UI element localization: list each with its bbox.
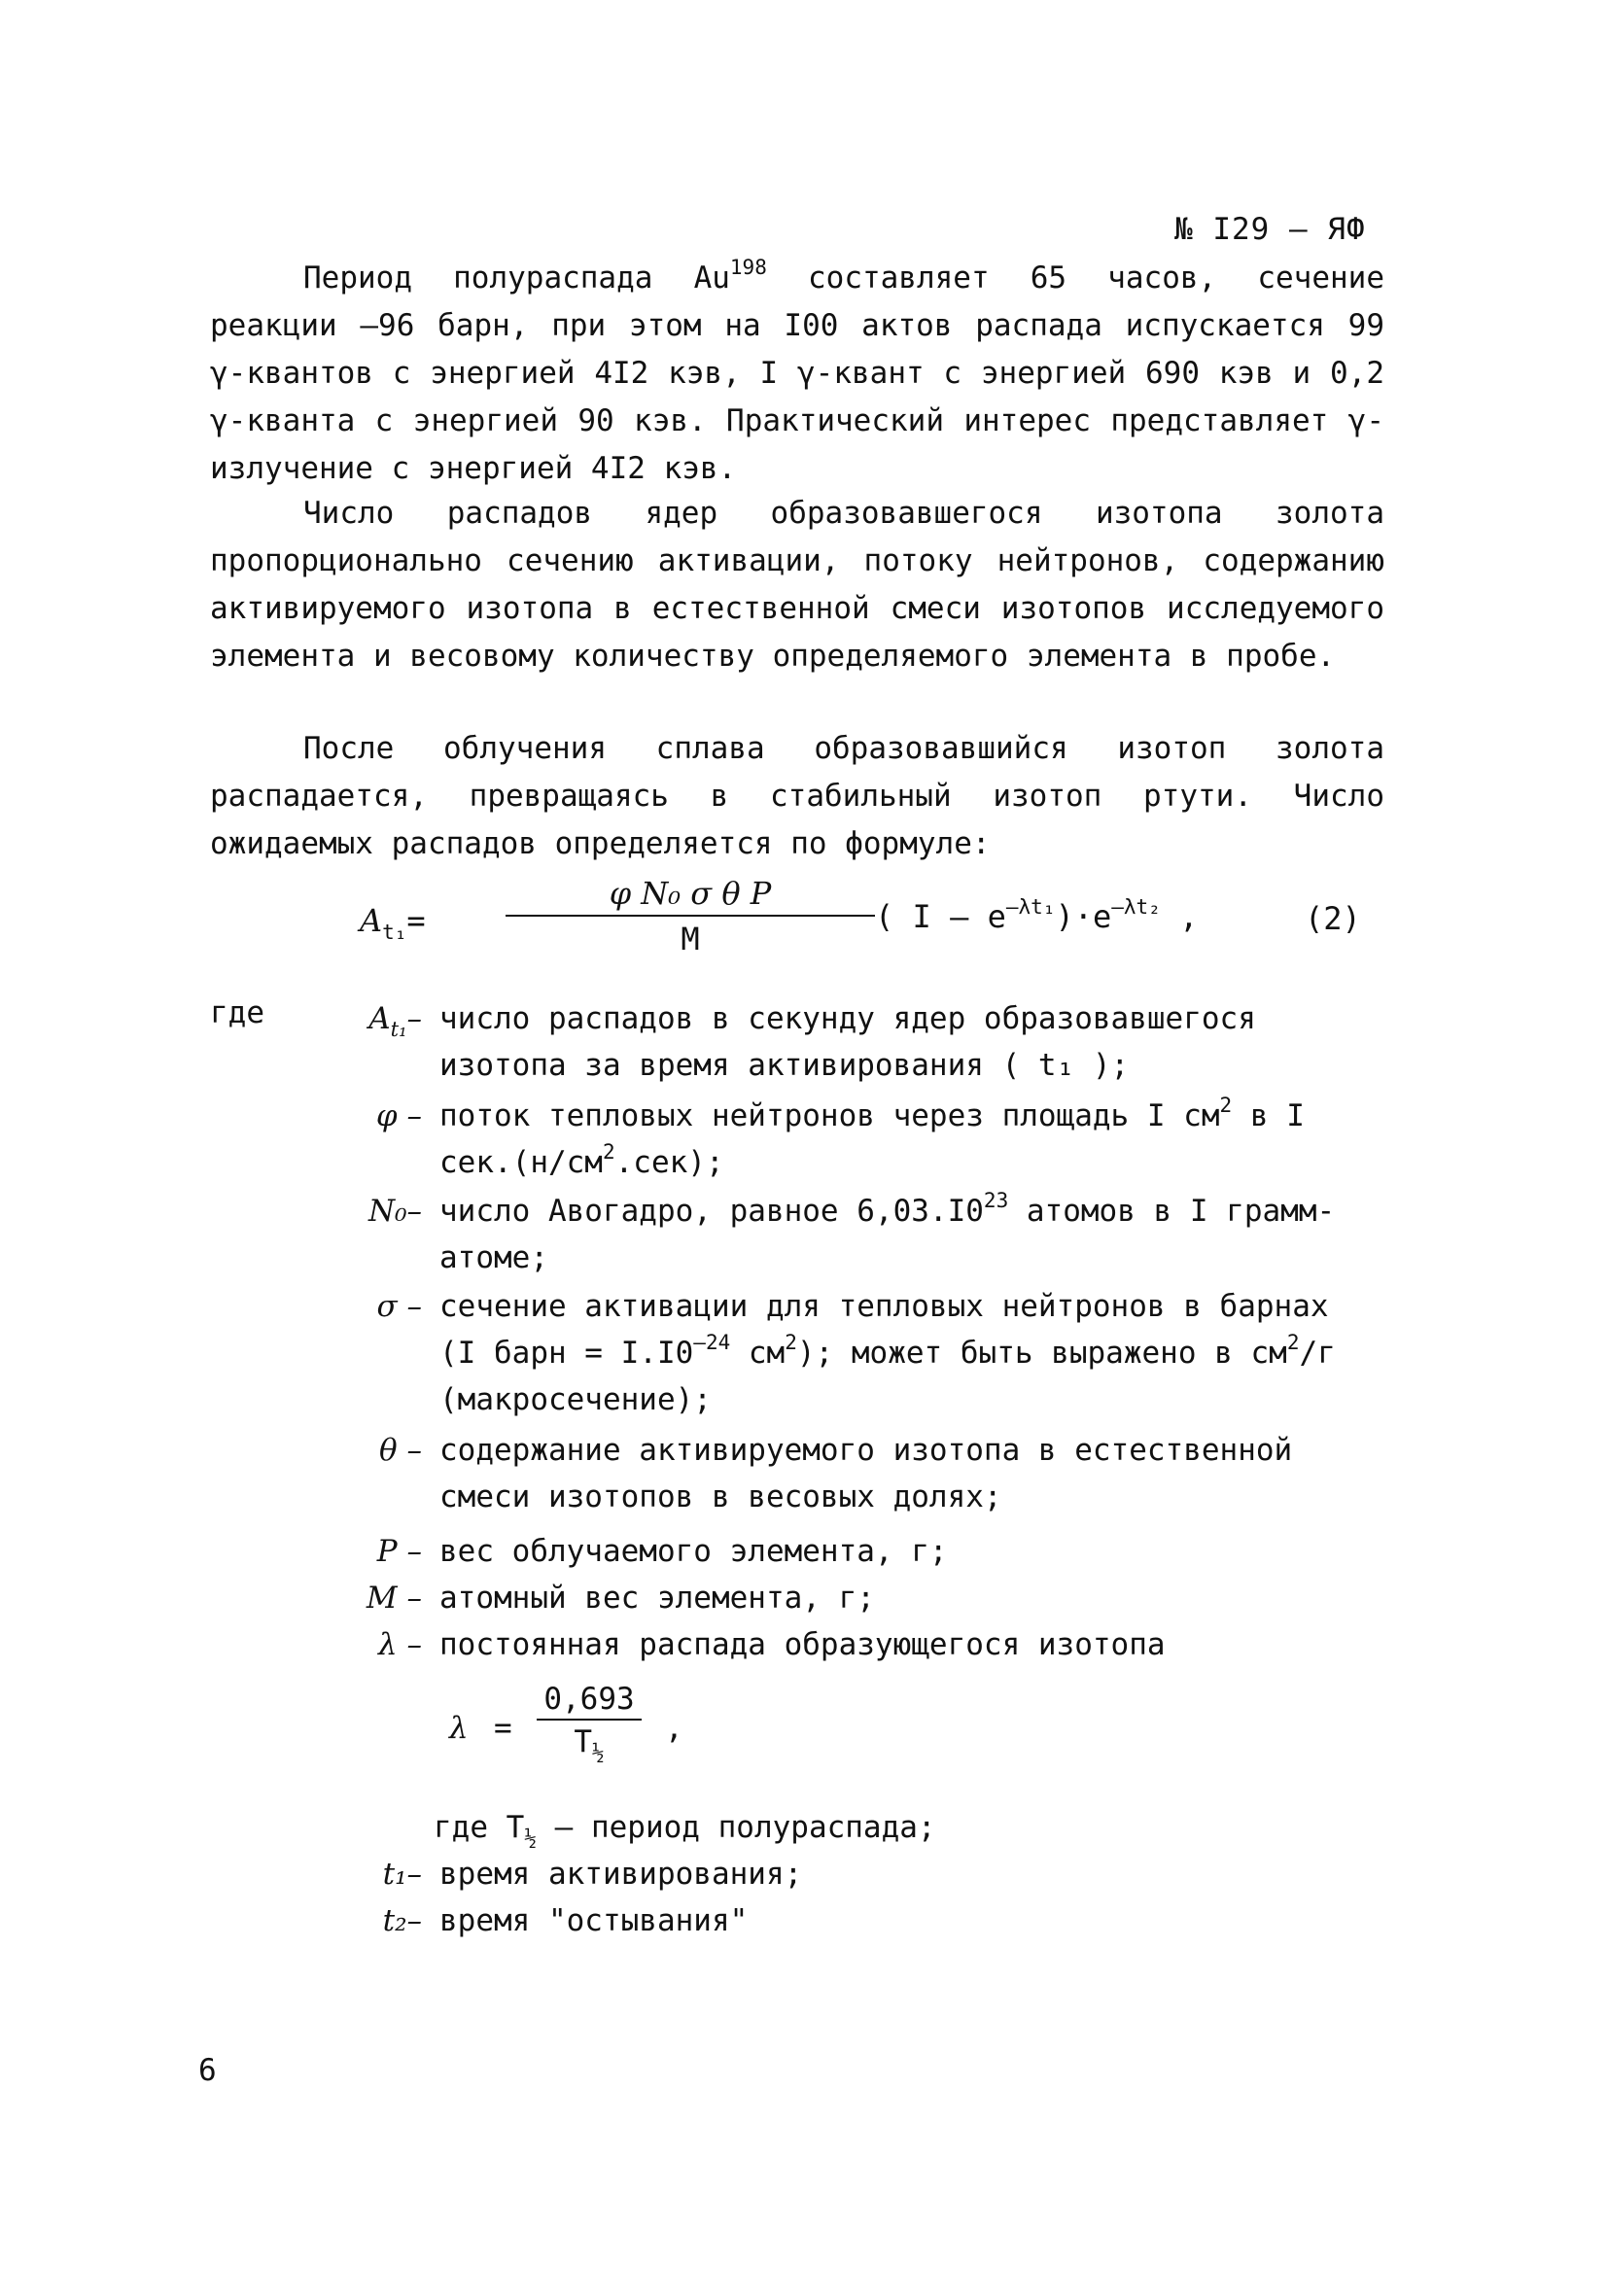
definition-symbol — [307, 1283, 422, 1330]
formula-lhs-subscript: t₁ — [382, 921, 407, 944]
definition-symbol — [307, 1427, 422, 1474]
paragraph-text — [210, 255, 1384, 493]
definition-dash: – — [406, 1581, 422, 1616]
superscript: 2 — [602, 1140, 615, 1164]
definition-text: вес облучаемого элемента, г; — [439, 1534, 948, 1569]
definition-symbol — [307, 1528, 422, 1575]
definition-dash: – — [406, 1627, 422, 1662]
formula-lhs — [360, 902, 426, 944]
formula-rhs-open: ( I – e — [875, 898, 1006, 935]
definition-text: число распадов в секунду ядер образовавшегося изотопа за время активирования ( t₁ ); — [439, 1001, 1256, 1083]
definition-dash: – — [406, 1289, 422, 1324]
definition-text: содержание активируемого изотопа в естественной смеси изотопов в весовых долях; — [439, 1433, 1293, 1514]
superscript: 2 — [1286, 1331, 1300, 1354]
definition-dash: – — [406, 1433, 422, 1468]
definition-dash: – — [406, 1857, 422, 1892]
paragraph-irradiation — [210, 725, 1384, 868]
definition-symbol — [307, 1851, 422, 1897]
definition-symbol — [307, 1093, 422, 1139]
paragraph-text: Число распадов ядер образовавшегося изотопа золота пропорционально сечению активации, потоку нейтронов, содержанию активируемого изотопа в естественной смеси изотопов исследуемого элемента и весовому количеству определяемого элемента в пробе. — [210, 496, 1384, 674]
lambda-numerator: 0,693 — [537, 1682, 642, 1721]
half-life-text: – период полураспада; — [536, 1810, 936, 1845]
lambda-denominator — [537, 1721, 642, 1764]
half-life-prefix: где T — [434, 1810, 525, 1845]
formula-lhs-symbol: A — [360, 902, 383, 939]
definition-text-part: см — [730, 1336, 786, 1371]
half-life-subscript: ½ — [524, 1826, 537, 1850]
lambda-comma: , — [665, 1711, 683, 1746]
lambda-equals: = — [494, 1711, 512, 1746]
definition-text-part: атомов в I грамм-атоме; — [439, 1194, 1336, 1275]
document-number: № I29 – ЯФ — [1174, 212, 1366, 247]
isotope-mass-number: 198 — [729, 256, 767, 279]
definition-text — [439, 1283, 1353, 1423]
decay-constant-formula — [449, 1682, 741, 1779]
definition-text-part: ); может быть выражено в см — [796, 1336, 1287, 1371]
decay-formula — [360, 875, 1390, 972]
symbol-main: t₁ — [382, 1857, 407, 1892]
formula-rhs-end: , — [1179, 898, 1199, 935]
definition-dash: – — [406, 1001, 422, 1036]
definition-symbol — [307, 1897, 422, 1944]
lambda-fraction — [537, 1682, 642, 1764]
paragraph-half-life — [210, 255, 1384, 493]
paragraph-text-part: Период полураспада Au — [303, 261, 730, 296]
symbol-main: φ — [375, 1098, 398, 1133]
symbol-main: A — [368, 1001, 391, 1036]
definition-text-part: число Авогадро, равное 6,03.I0 — [439, 1194, 984, 1229]
definition-symbol — [307, 1188, 422, 1235]
where-label: где — [210, 995, 264, 1030]
symbol-main: N₀ — [367, 1194, 407, 1229]
formula-rhs — [875, 895, 1199, 935]
definition-text — [439, 1093, 1353, 1186]
definition-dash: – — [406, 1534, 422, 1569]
superscript: –24 — [693, 1331, 731, 1354]
formula-rhs-mid: )·e — [1055, 898, 1112, 935]
page-number: 6 — [198, 2053, 217, 2088]
symbol-main: σ — [376, 1289, 398, 1324]
formula-numerator: φ N₀ σ θ P — [506, 875, 875, 917]
formula-fraction — [506, 875, 875, 957]
definition-text: атомный вес элемента, г; — [439, 1581, 875, 1616]
definition-text-part: в I сек.(н/см — [439, 1098, 1305, 1180]
definition-text-part: .сек); — [614, 1145, 724, 1180]
definition-symbol — [307, 995, 422, 1042]
definition-symbol — [307, 1621, 422, 1668]
formula-denominator: M — [681, 921, 700, 957]
formula-exponent-1: –λt₁ — [1005, 895, 1056, 919]
symbol-main: λ — [377, 1627, 398, 1662]
formula-exponent-2: –λt₂ — [1111, 895, 1161, 919]
half-life-definition — [434, 1810, 936, 1850]
equation-number: (2) — [1305, 900, 1361, 937]
definition-text: постоянная распада образующегося изотопа — [439, 1627, 1166, 1662]
definition-dash: – — [406, 1098, 422, 1133]
definition-text-part: /г (макросечение); — [439, 1336, 1336, 1417]
paragraph-decay-proportionality — [210, 490, 1384, 680]
denominator-main: T — [574, 1724, 592, 1759]
formula-equals: = — [406, 902, 426, 939]
paragraph-text-part: составляет 65 часов, сечение реакции –96 барн, при этом на I00 актов распада испускается 99 γ-квантов с энергией 4I2 кэв, I γ-квант с энергией 690 кэв и 0,2 γ-кванта с энергией 90 кэв. Практический интерес представляет γ-излучение с энергией 4I2 кэв. — [210, 261, 1385, 486]
definition-dash: – — [406, 1903, 422, 1938]
definition-text — [439, 1188, 1353, 1281]
symbol-subscript: t₁ — [390, 1018, 407, 1041]
superscript: 2 — [1219, 1094, 1233, 1117]
denominator-subscript: ½ — [592, 1741, 605, 1764]
symbol-main: M — [366, 1581, 398, 1616]
definition-dash: – — [406, 1194, 422, 1229]
lambda-symbol: λ — [449, 1711, 469, 1746]
definition-text-part: сечение активации для тепловых нейтронов в барнах (I барн = I.I0 — [439, 1289, 1329, 1371]
symbol-main: t₂ — [382, 1903, 407, 1938]
symbol-main: P — [376, 1534, 398, 1569]
definition-text: время активирования; — [439, 1857, 803, 1892]
symbol-main: θ — [378, 1433, 398, 1468]
definition-text: время "остывания" — [439, 1903, 749, 1938]
superscript: 23 — [983, 1189, 1009, 1212]
definition-symbol — [307, 1575, 422, 1621]
definition-text-part: поток тепловых нейтронов через площадь I см — [439, 1098, 1220, 1133]
paragraph-text: После облучения сплава образовавшийся изотоп золота распадается, превращаясь в стабильный изотоп ртути. Число ожидаемых распадов определяется по формуле: — [210, 731, 1384, 861]
superscript: 2 — [785, 1331, 797, 1354]
